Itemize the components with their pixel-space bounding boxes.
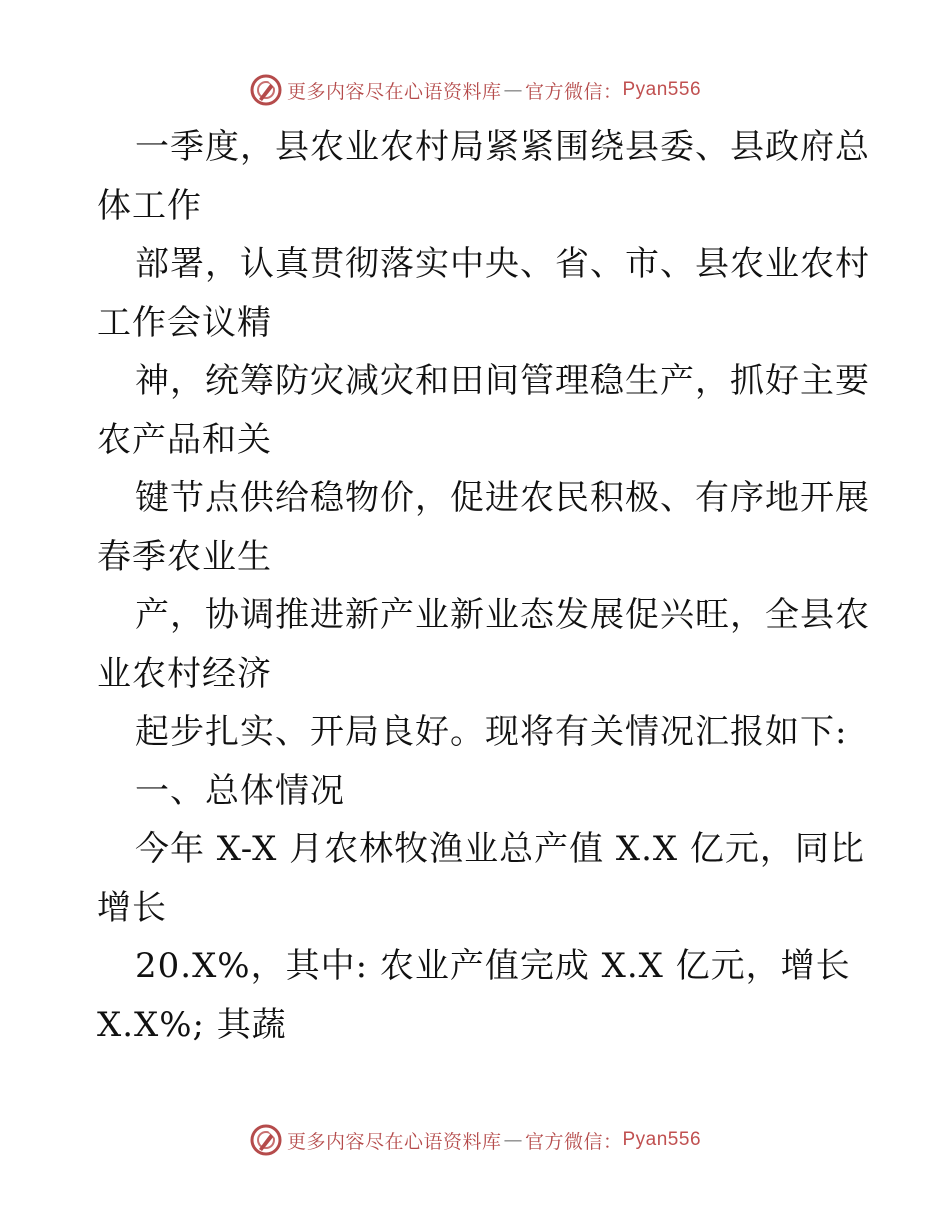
- body-line: 一季度，县农业农村局紧紧围绕县委、县政府总: [135, 127, 870, 167]
- body-line: 工作会议精: [97, 302, 272, 343]
- header-watermark: [0, 70, 950, 110]
- body-line: 起步扎实、开局良好。现将有关情况汇报如下:: [135, 712, 848, 752]
- footer-watermark: [0, 1120, 950, 1160]
- body-line: 今年 X-X 月农林牧渔业总产值 X.X 亿元，同比: [135, 829, 865, 869]
- body-line: 神，统筹防灾减灾和田间管理稳生产，抓好主要: [135, 361, 870, 401]
- watermark-text: 更多内容尽在心语资料库: [286, 1130, 502, 1153]
- body-line: 业农村经济: [97, 653, 272, 694]
- body-line: 农产品和关: [97, 419, 272, 460]
- watermark-text: 更多内容尽在心语资料库: [286, 80, 502, 103]
- body-line: 春季农业生: [97, 536, 272, 577]
- body-line: 产，协调推进新产业新业态发展促兴旺，全县农: [135, 595, 870, 635]
- watermark-id: Pyan556: [622, 1129, 702, 1150]
- body-line: 体工作: [97, 185, 202, 226]
- body-line: 键节点供给稳物价，促进农民积极、有序地开展: [135, 478, 870, 518]
- body-line: 20.X%，其中: 农业产值完成 X.X 亿元，增长: [135, 946, 851, 986]
- watermark-separator: —: [503, 1129, 523, 1151]
- watermark-label: 官方微信：: [524, 80, 623, 103]
- watermark-id: Pyan556: [622, 79, 702, 100]
- document-body: [97, 118, 870, 1054]
- body-line: 增长: [97, 887, 167, 928]
- pen-logo-icon: [249, 73, 283, 107]
- watermark-label: 官方微信：: [524, 1130, 623, 1153]
- body-line: X.X%; 其蔬: [97, 1004, 287, 1045]
- body-line: 部署，认真贯彻落实中央、省、市、县农业农村: [135, 244, 870, 284]
- section-heading: 一、总体情况: [135, 770, 345, 811]
- pen-logo-icon: [249, 1123, 283, 1157]
- watermark-separator: —: [503, 79, 523, 101]
